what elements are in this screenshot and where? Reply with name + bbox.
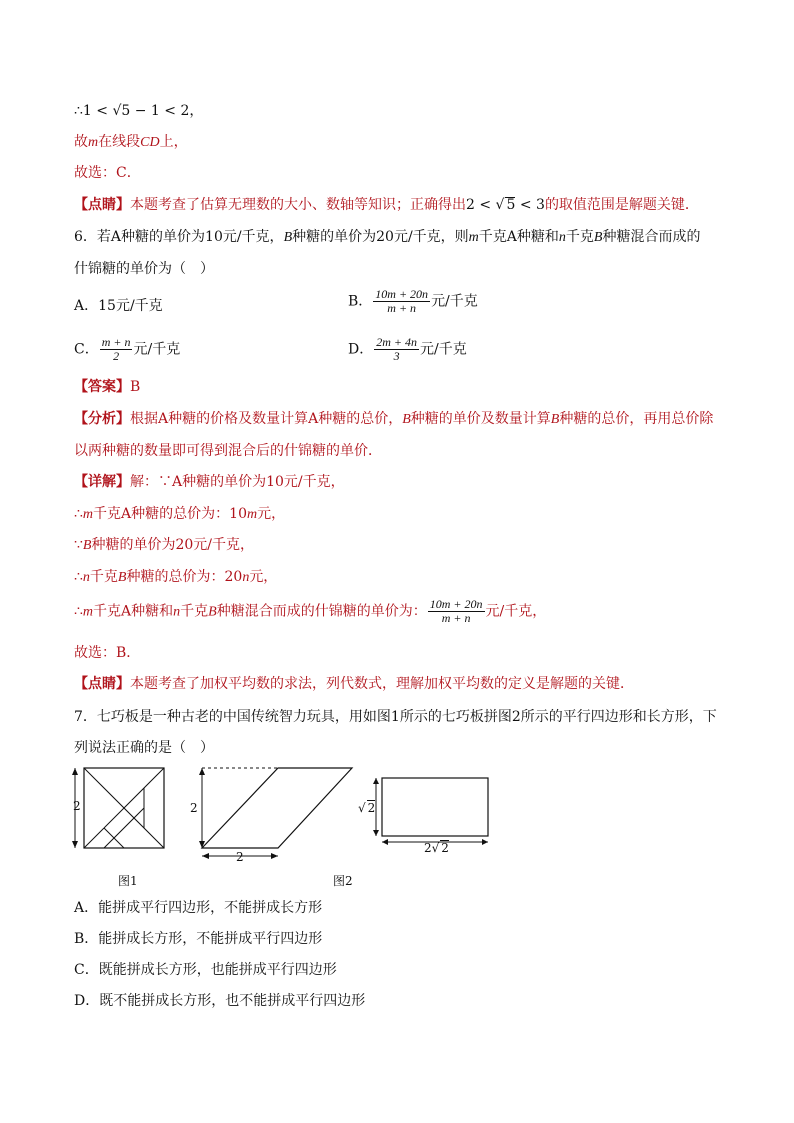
denominator: m + n [387, 301, 417, 315]
radicand: 5 [506, 197, 516, 213]
xj-seg: 种糖混合而成的什锦糖的单价为： [216, 603, 427, 620]
figure-2-rect-base-label: 2√ 2 [424, 841, 449, 855]
stem-seg: 什锦糖的单价为（ ） [74, 261, 214, 277]
figure-2-rect-side-label: √ 2 [358, 801, 376, 815]
dianjing-line-1: 【点睛】本题考查了估算无理数的大小、数轴等知识；正确得出2 < √ 5 < 3的取值范围是解题关键． [74, 197, 699, 213]
option-text: 15元/千克 [98, 298, 163, 314]
var-m: m [82, 507, 94, 522]
numerator: 2m + 4n [376, 335, 417, 349]
text-line-conclusion [74, 132, 188, 153]
dianjing-text: 本题考查了加权平均数的求法，列代数式，理解加权平均数的定义是解题的关键． [130, 676, 634, 692]
numerator: m + n [101, 335, 131, 349]
figure-1-caption: 图1 [118, 874, 138, 888]
fraction [373, 288, 430, 315]
option-label: C． [74, 341, 99, 358]
fraction [100, 336, 133, 363]
xiangjie-line-2 [74, 504, 285, 525]
xj-seg: 故选：B． [74, 645, 141, 661]
xj-seg: 千克 [89, 569, 118, 585]
text-seg: 故 [74, 134, 88, 150]
stem-seg: 千克 [565, 229, 594, 245]
var-n: n [173, 604, 181, 620]
q7-stem-line-2 [74, 738, 214, 758]
answer-tag: 【答案】 [74, 379, 130, 395]
segment-cd: CD [140, 135, 160, 150]
xj-seg: ∴ [74, 506, 83, 522]
denominator: m + n [441, 611, 471, 625]
xj-seg: 种糖的单价为20元/千克， [91, 537, 255, 553]
figure-2-caption: 图2 [333, 874, 353, 888]
fraction [374, 336, 419, 363]
xj-seg: ∵ [74, 537, 83, 553]
xiangjie-line-5 [74, 598, 546, 625]
q6-option-b [348, 288, 478, 315]
option-text: B．能拼成长方形，不能拼成平行四边形 [74, 931, 323, 947]
q6-stem-line-2 [74, 259, 214, 279]
option-label: D． [348, 341, 374, 358]
denominator: 3 [393, 349, 400, 363]
choice-text: 故选：C． [74, 165, 141, 181]
figure-2-parallelogram [188, 764, 358, 866]
stem-seg: 种糖的单价为 [292, 229, 377, 245]
var-m: m [82, 604, 94, 620]
figure-1-tangram [70, 764, 180, 854]
q6-option-d [348, 336, 467, 363]
var-n: n [82, 570, 90, 585]
stem-seg: 6．若A种糖的单价为 [74, 229, 206, 245]
xiangjie-line-6 [74, 643, 140, 663]
dianjing-end: 的取值范围是解题关键． [544, 197, 699, 213]
var-m: m [88, 135, 99, 150]
figure-2-height-label: 2 [190, 801, 198, 815]
fenxi-tag: 【分析】 [74, 411, 130, 427]
figure-2-base-label: 2 [236, 850, 244, 864]
var-b: B [593, 230, 603, 245]
denominator: 2 [113, 349, 120, 363]
var-b: B [402, 412, 411, 427]
var-m: m [246, 507, 258, 522]
xj-seg: 千克 [180, 603, 209, 620]
stem-seg: 7．七巧板是一种古老的中国传统智力玩具，用如图1所示的七巧板拼图2所示的平行四边形和长方形，下 [74, 709, 717, 725]
xiangjie-line-4 [74, 567, 277, 588]
xj-seg: 元/千克， [485, 603, 547, 620]
dianjing-text: 本题考查了估算无理数的大小、数轴等知识；正确得出 [130, 197, 466, 213]
text-line-choice [74, 163, 141, 183]
xiangjie-tag: 【详解】 [74, 474, 130, 490]
stem-seg: 种糖混合而成的 [602, 229, 701, 245]
stem-seg: 千克A种糖和 [478, 229, 559, 245]
option-label: A． [74, 298, 99, 314]
q6-option-a [74, 296, 163, 316]
q7-option-a [74, 898, 322, 918]
fenxi-seg: 种糖的总价，再用总价除 [559, 411, 714, 427]
xj-seg: ∴ [74, 569, 83, 585]
xj-seg: 元， [257, 506, 286, 522]
fenxi-line-2 [74, 441, 382, 461]
ineq-left: 2 < [466, 197, 492, 213]
var-m: m [468, 230, 479, 245]
inequality-text: ∴1 < √5 − 1 < 2， [74, 103, 204, 119]
figure-1-side-label: 2 [73, 799, 81, 813]
stem-seg: 20元/千克，则 [376, 229, 469, 245]
fenxi-seg: 种糖的单价及数量计算 [410, 411, 551, 427]
fenxi-line-1 [74, 409, 713, 430]
var-b: B [550, 412, 560, 427]
option-unit: 元/千克 [133, 341, 181, 358]
ineq-right: < 3 [519, 197, 545, 213]
text-line-inequality [74, 101, 203, 121]
option-text: C．既能拼成长方形，也能拼成平行四边形 [74, 962, 337, 978]
option-text: A．能拼成平行四边形，不能拼成长方形 [74, 900, 323, 916]
stem-seg: 列说法正确的是（ ） [74, 740, 214, 756]
fenxi-seg: 根据A种糖的价格及数量计算A种糖的总价， [130, 411, 403, 427]
var-b: B [117, 570, 127, 585]
option-text: D．既不能拼成长方形，也不能拼成平行四边形 [74, 993, 366, 1009]
q6-stem-line-1 [74, 227, 700, 248]
coefficient: 2 [424, 841, 432, 855]
fenxi-seg: 以两种糖的数量即可得到混合后的什锦糖的单价． [74, 443, 382, 459]
q7-option-d [74, 991, 365, 1011]
xj-seg: 千克A种糖和 [93, 603, 174, 620]
xiangjie-seg: 解：∵A种糖的单价为10元/千克， [130, 474, 345, 490]
dianjing-line-2 [74, 674, 634, 694]
var-b: B [82, 538, 92, 553]
dianjing-tag: 【点睛】 [74, 197, 130, 213]
xj-seg: 千克A种糖的总价为：10 [93, 506, 247, 522]
q7-option-c [74, 960, 337, 980]
xj-seg: 元， [249, 569, 278, 585]
q7-stem-line-1 [74, 707, 717, 727]
var-n: n [558, 230, 566, 245]
radicand: 2 [441, 841, 449, 855]
var-b: B [283, 230, 293, 245]
xj-seg: ∴ [74, 603, 83, 620]
answer-line [74, 377, 140, 397]
option-label: B． [348, 293, 373, 310]
q7-option-b [74, 929, 322, 949]
text-seg: 在线段 [98, 134, 141, 150]
dianjing-tag: 【点睛】 [74, 676, 130, 692]
q6-option-c [74, 336, 180, 363]
xiangjie-line-3 [74, 535, 254, 556]
answer-value: B [130, 379, 141, 395]
xj-seg: 种糖的总价为：20 [126, 569, 243, 585]
radicand: 2 [367, 801, 376, 815]
numerator: 10m + 20n [429, 597, 483, 611]
var-n: n [242, 570, 250, 585]
fraction [428, 598, 485, 625]
figure-2-rectangle [360, 774, 494, 850]
option-unit: 元/千克 [431, 293, 478, 310]
stem-seg: 10元/千克， [205, 229, 284, 245]
numerator: 10m + 20n [375, 287, 429, 301]
xiangjie-line-1 [74, 472, 345, 492]
option-unit: 元/千克 [420, 341, 467, 358]
var-b: B [208, 604, 217, 620]
text-seg: 上， [159, 134, 188, 150]
